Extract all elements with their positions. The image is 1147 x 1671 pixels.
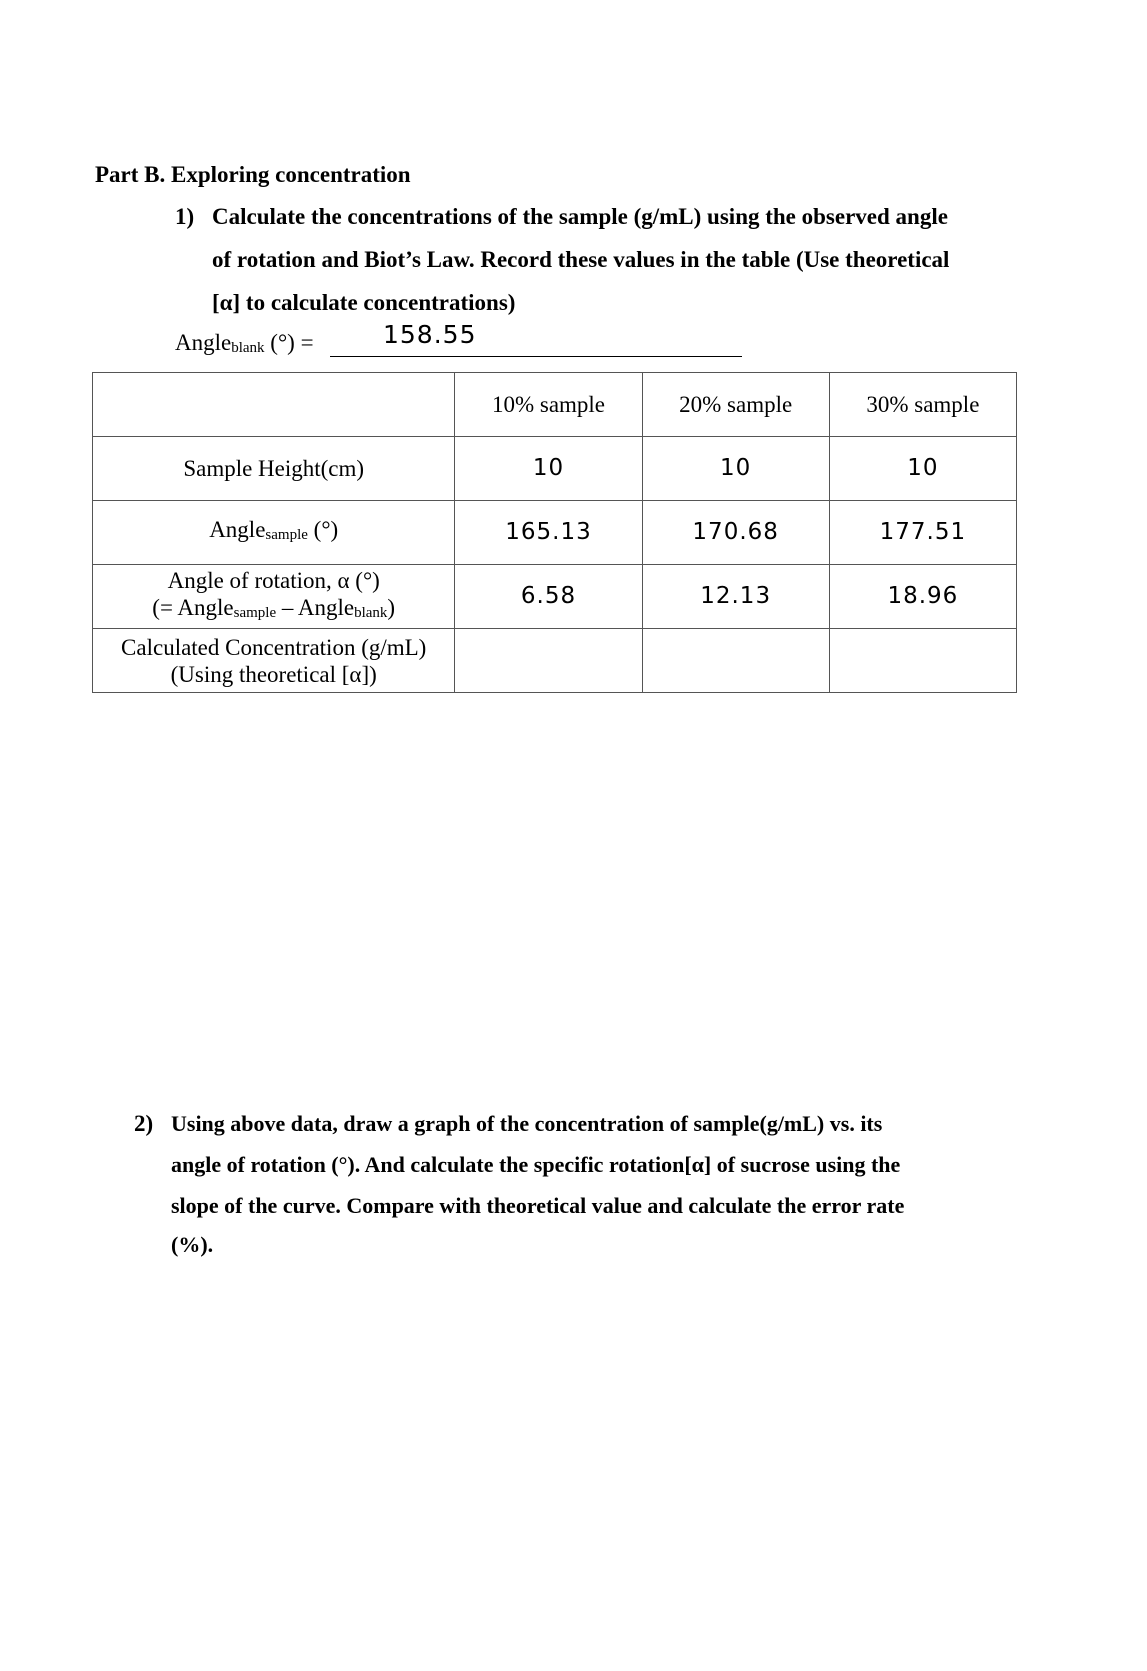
table-row [93, 501, 1017, 565]
q1-line-1: Calculate the concentrations of the sample (g/mL) using the observed angle [212, 204, 948, 229]
row-label-angle-of-rotation: Angle of rotation, α (°) (= Angle$_{sample}$ – Angle$_{blank}$) [93, 565, 455, 629]
angle-blank-label: Angle$_{blank}$ (°) = [175, 330, 314, 356]
row-label-calculated-concentration: Calculated Concentration (g/mL) (Using theoretical [α]) [93, 629, 455, 693]
table-cell: 165.13 [455, 501, 642, 565]
row-label-sample-height: Sample Height(cm) [93, 437, 455, 501]
q2-line-2: angle of rotation (°). And calculate the specific rotation[α] of sucrose using the [171, 1152, 901, 1177]
q2-number: 2) [134, 1111, 154, 1136]
table-cell: 10 [829, 437, 1016, 501]
section-title: Part B. Exploring concentration [95, 162, 411, 187]
angle-blank-value: 158.55 [383, 320, 477, 349]
table-header-cell: 20% sample [642, 373, 829, 437]
q1-number: 1) [175, 204, 195, 229]
table-row [93, 565, 1017, 629]
q2-line-1: Using above data, draw a graph of the concentration of sample(g/mL) vs. its [171, 1111, 883, 1136]
table-cell: 12.13 [642, 565, 829, 629]
q2-line-4: (%). [171, 1232, 214, 1257]
q2-line-3: slope of the curve. Compare with theoretical value and calculate the error rate [171, 1193, 905, 1218]
table-header-cell: 10% sample [455, 373, 642, 437]
table-cell-empty[interactable] [455, 629, 642, 693]
row-label-angle-sample: Angle$_{sample}$ (°) [93, 501, 455, 565]
q1-line-3: [α] to calculate concentrations) [212, 290, 516, 315]
table-header-cell: 30% sample [829, 373, 1016, 437]
q1-line-2: of rotation and Biot’s Law. Record these values in the table (Use theoretical [212, 247, 950, 272]
table-cell: 10 [455, 437, 642, 501]
table-row [93, 437, 1017, 501]
table-header-row [93, 373, 1017, 437]
table-cell: 170.68 [642, 501, 829, 565]
table-cell: 10 [642, 437, 829, 501]
table-row [93, 629, 1017, 693]
data-table [92, 372, 1017, 693]
table-cell: 18.96 [829, 565, 1016, 629]
table-cell: 6.58 [455, 565, 642, 629]
table-header-cell [93, 373, 455, 437]
angle-blank-underline [330, 356, 742, 357]
table-cell-empty[interactable] [829, 629, 1016, 693]
table-cell: 177.51 [829, 501, 1016, 565]
table-cell-empty[interactable] [642, 629, 829, 693]
